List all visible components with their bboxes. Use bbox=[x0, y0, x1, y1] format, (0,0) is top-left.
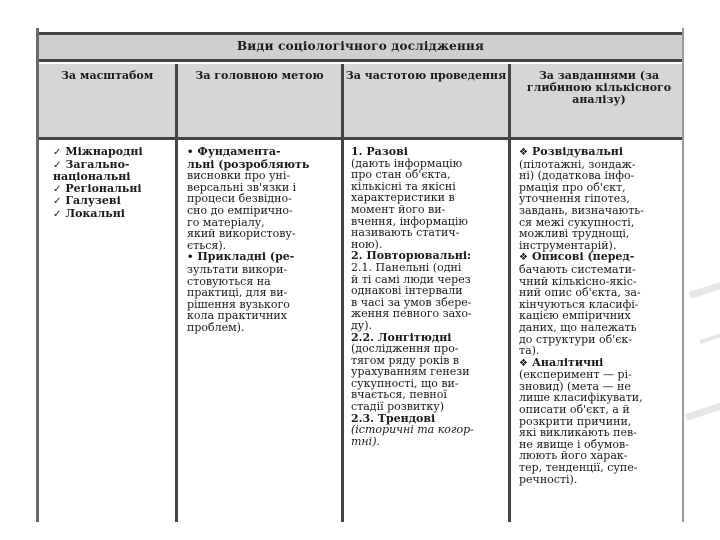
text-line: уточнення гіпотез, bbox=[519, 192, 630, 206]
text-line: до структури об'єк- bbox=[519, 332, 632, 346]
decorative-stripe bbox=[689, 271, 720, 299]
text-line: люють його харак- bbox=[519, 449, 628, 463]
list-item: ✓ Загально- bbox=[53, 157, 130, 171]
header-tasks: За завданнями (за глибиною кількісного аналізу) bbox=[526, 69, 672, 106]
text-line: момент його ви- bbox=[351, 202, 446, 216]
list-item: ✓ Міжнародні bbox=[53, 145, 143, 158]
text-line: висновки про уні- bbox=[187, 169, 291, 183]
text-line: кацією емпіричних bbox=[519, 309, 631, 323]
text-line: інструментарій). bbox=[519, 238, 617, 252]
text-line: 2. Повторювальні: bbox=[351, 249, 472, 263]
check-icon: ✓ bbox=[53, 196, 62, 208]
text-line: ❖ Описові (перед- bbox=[519, 250, 635, 264]
list-item-continued: національні bbox=[53, 170, 131, 184]
check-icon: ✓ bbox=[53, 159, 62, 171]
column-frequency bbox=[351, 146, 503, 447]
header-scale: За масштабом bbox=[61, 69, 154, 82]
column-divider bbox=[508, 64, 511, 522]
text-line: рішення вузького bbox=[187, 297, 290, 311]
diamond-icon: ❖ bbox=[519, 357, 528, 369]
text-line: які викликають пев- bbox=[519, 426, 637, 440]
check-icon: ✓ bbox=[53, 147, 62, 158]
text-line: (дослідження про- bbox=[351, 342, 459, 356]
text-line: 1. Разові bbox=[351, 145, 408, 158]
text-line: (експеримент — рі- bbox=[519, 368, 632, 382]
text-line: 2.2. Лонгітюдні bbox=[351, 330, 452, 344]
text-line: називають статич- bbox=[351, 226, 460, 240]
diamond-icon: ❖ bbox=[519, 147, 528, 158]
list-item: ✓ Галузеві bbox=[53, 194, 121, 208]
list-item: ✓ Регіональні bbox=[53, 181, 142, 195]
decorative-stripe bbox=[685, 393, 720, 421]
text-line: проблем). bbox=[187, 320, 245, 334]
text-line: версальні зв'язки і bbox=[187, 180, 297, 194]
text-line: ється). bbox=[187, 238, 227, 252]
text-line: • Фундамента- bbox=[187, 145, 281, 158]
text-line: вчається, певної bbox=[351, 388, 447, 402]
column-scale bbox=[53, 146, 173, 221]
column-tasks bbox=[519, 146, 677, 485]
header-row bbox=[39, 64, 682, 140]
text-line: лише класифікувати, bbox=[519, 391, 643, 405]
text-line: льні (розробляють bbox=[187, 157, 310, 171]
header-goal: За головною метою bbox=[195, 69, 324, 82]
text-line: 2.3. Трендові bbox=[351, 411, 436, 425]
text-line: • Прикладні (ре- bbox=[187, 250, 295, 264]
text-line: ні) (додаткова інфо- bbox=[519, 169, 635, 183]
text-line: речності). bbox=[519, 472, 578, 486]
text-line: сно до емпіричнo- bbox=[187, 203, 293, 217]
text-line: ною). bbox=[351, 237, 383, 251]
text-line: чний кількісно-якіс- bbox=[519, 274, 637, 288]
check-icon: ✓ bbox=[53, 183, 62, 195]
text-line: який використову- bbox=[187, 227, 296, 241]
column-goal bbox=[187, 146, 337, 334]
text-line: ся межі сукупності, bbox=[519, 215, 635, 229]
text-line: про стан об'єкта, bbox=[351, 168, 451, 182]
text-line: та). bbox=[519, 344, 540, 358]
text-line: кінчуються класифі- bbox=[519, 297, 639, 311]
text-line: вчення, інформацію bbox=[351, 214, 468, 228]
header-frequency: За частотою проведення bbox=[345, 69, 507, 82]
text-line: стадії розвитку) bbox=[351, 400, 445, 414]
text-line: ний опис об'єкта, за- bbox=[519, 286, 641, 300]
list-item: ✓ Локальні bbox=[53, 206, 125, 220]
text-line: кількісні та якісні bbox=[351, 179, 456, 193]
text-line: завдань, визначають- bbox=[519, 203, 645, 217]
decorative-stripe bbox=[699, 328, 720, 344]
text-line: розкрити причини, bbox=[519, 414, 632, 428]
text-line: й ті самі люди через bbox=[351, 272, 471, 286]
table-title: Види соціологічного дослідження bbox=[39, 32, 682, 62]
text-line: в часі за умов збере- bbox=[351, 295, 472, 309]
text-line: даних, що належать bbox=[519, 320, 637, 334]
text-line: ❖ Розвідувальні bbox=[519, 145, 624, 158]
text-line: рмація про об'єкт, bbox=[519, 180, 626, 194]
text-line: тягом ряду років в bbox=[351, 353, 460, 367]
bullet-icon: • bbox=[187, 252, 194, 264]
text-line: ду). bbox=[351, 318, 373, 332]
check-icon: ✓ bbox=[53, 208, 62, 220]
text-line: зновид) (мета — не bbox=[519, 379, 631, 393]
text-line: можливі труднощі, bbox=[519, 227, 630, 241]
text-line: урахуванням генези bbox=[351, 365, 470, 379]
text-line: процеси безвідно- bbox=[187, 192, 292, 206]
text-line: описати об'єкт, а й bbox=[519, 403, 630, 417]
diamond-icon: ❖ bbox=[519, 252, 528, 264]
column-divider bbox=[341, 64, 344, 522]
text-line: ❖ Аналітичні bbox=[519, 355, 604, 369]
text-line: сукупності, що ви- bbox=[351, 376, 459, 390]
text-line: зультати викори- bbox=[187, 262, 288, 276]
scanned-table bbox=[36, 28, 684, 522]
text-line: бачають системати- bbox=[519, 262, 636, 276]
text-line: тер, тенденції, супе- bbox=[519, 461, 638, 475]
text-line: (пілотажні, зондаж- bbox=[519, 157, 636, 171]
text-line: тні). bbox=[351, 434, 380, 448]
text-line: практиці, для ви- bbox=[187, 286, 288, 300]
text-line: го матеріалу, bbox=[187, 215, 265, 229]
text-line: (дають інформацію bbox=[351, 156, 463, 170]
text-line: ження певного захо- bbox=[351, 307, 472, 321]
bullet-icon: • bbox=[187, 147, 194, 158]
text-line: 2.1. Панельні (одні bbox=[351, 260, 462, 274]
text-line: не явище і обумов- bbox=[519, 437, 629, 451]
text-line: кола практичних bbox=[187, 309, 287, 323]
text-line: (історичні та когор- bbox=[351, 423, 474, 437]
column-divider bbox=[175, 64, 178, 522]
text-line: однакові інтервали bbox=[351, 284, 463, 298]
text-line: характеристики в bbox=[351, 191, 455, 205]
text-line: стовуються на bbox=[187, 274, 271, 288]
